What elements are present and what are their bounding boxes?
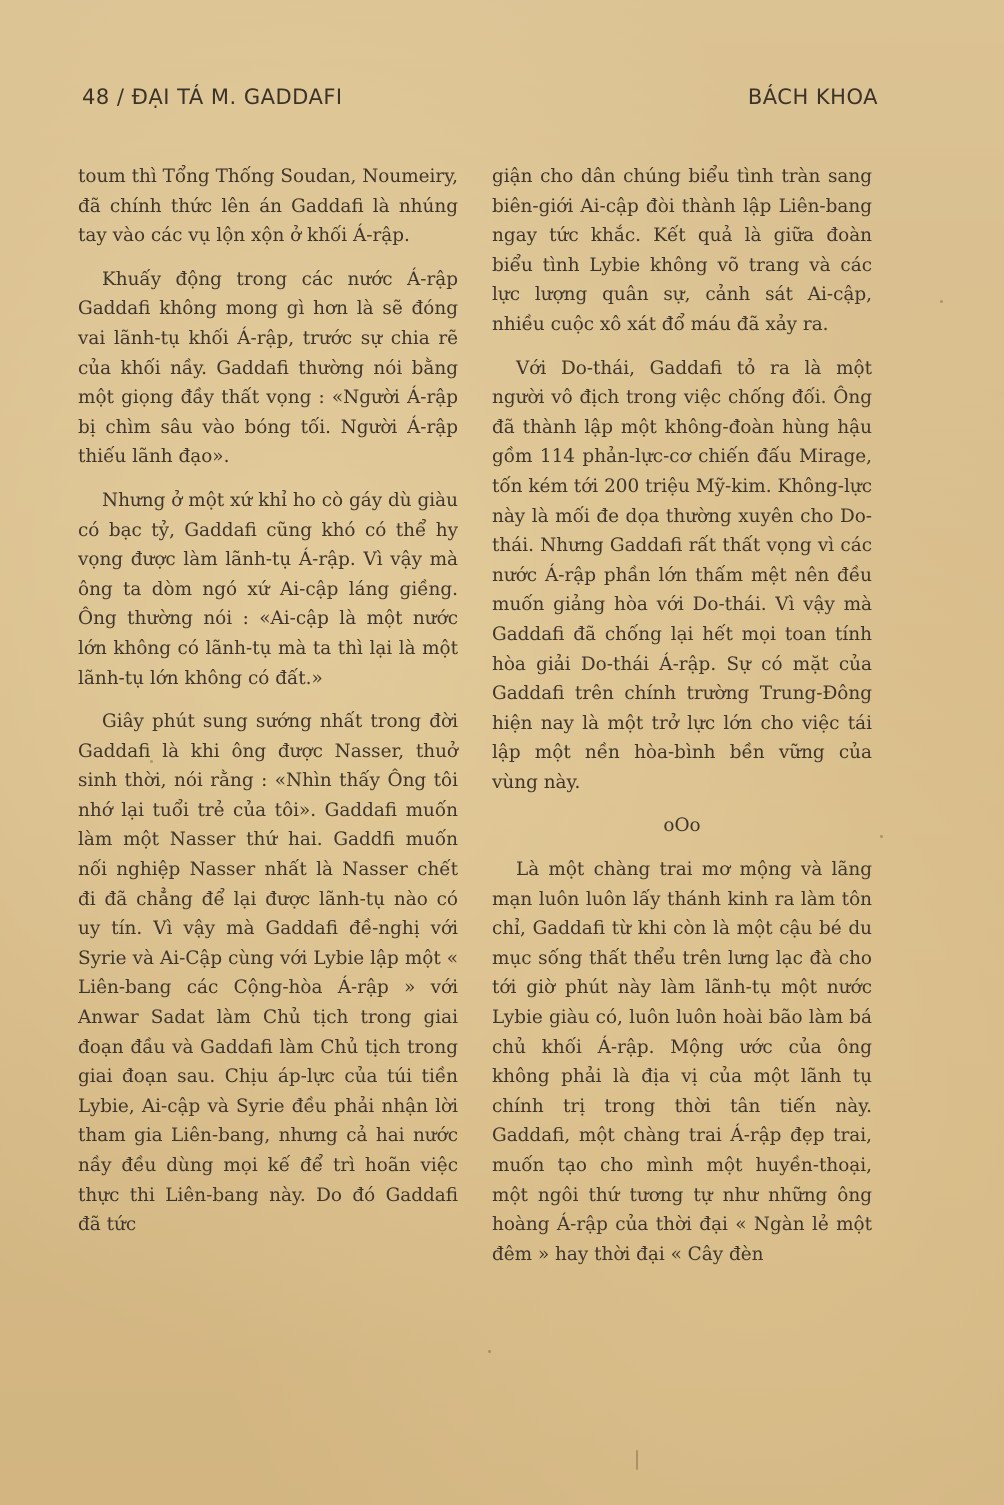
paragraph: Là một chàng trai mơ mộng và lãng mạn luôn luôn lấy thánh kinh ra làm tôn chỉ, Gaddafi từ khi còn là một cậu bé du mục sống thất thểu trên lưng lạc đà cho tới giờ phút này làm lãnh-tụ một nước Lybie giàu có, luôn luôn hoài bão làm bá chủ khối Á-rập. Mộng ước của ông không phải là địa vị của một lãnh tụ chính trị trong thời tân tiến này. Gaddafi, một chàng trai Á-rập đẹp trai, muốn tạo cho mình một huyền-thoại, một ngôi thứ tương tự như những ông hoàng Á-rập của thời đại « Ngàn lẻ một đêm » hay thời đại « Cây đèn bbox=[492, 859, 872, 1265]
paragraph: giận cho dân chúng biểu tình tràn sang biên-giới Ai-cập đòi thành lập Liên-bang ngay tức khắc. Kết quả là giữa đoàn biểu tình Lybie không võ trang và các lực lượng quân sự, cảnh sát Ai-cập, nhiều cuộc xô xát đổ máu đã xảy ra. bbox=[492, 166, 872, 335]
paragraph: Nhưng ở một xứ khỉ ho cò gáy dù giàu có bạc tỷ, Gaddafi cũng khó có thể hy vọng được làm lãnh-tụ Á-rập. Vì vậy mà ông ta dòm ngó xứ Ai-cập láng giềng. Ông thường nói : «Ai-cập là một nước lớn không có lãnh-tụ mà ta thì lại là một lãnh-tụ lớn không có đất.» bbox=[78, 489, 458, 689]
paragraph: Giây phút sung sướng nhất trong đời Gaddafi là khi ông được Nasser, thuở sinh thời, nói rằng : «Nhìn thấy Ông tôi nhớ lại tuổi trẻ của tôi». Gaddafi muốn làm một Nasser thứ hai. Gaddfi muốn nối nghiệp Nasser nhất là Nasser chết đi đã chẳng để lại được lãnh-tụ nào có uy tín. Vì vậy mà Gaddafi đề-nghị với Syrie và Ai-Cập cùng với Lybie lập một « Liên-bang các Cộng-hòa Á-rập » với Anwar Sadat làm Chủ tịch trong giai đoạn đầu và Gaddafi làm Chủ tịch trong giai đoạn sau. Chịu áp-lực của túi tiền Lybie, Ai-cập và Syrie đều phải nhận lời tham gia Liên-bang, nhưng cả hai nước nầy đều dùng mọi kế để trì hoãn việc thực thi Liên-bang này. Do đó Gaddafi đã tức bbox=[78, 711, 458, 1236]
right-column bbox=[492, 162, 872, 1283]
left-column bbox=[78, 162, 458, 1254]
section-separator: oOo bbox=[663, 815, 701, 837]
running-head-left: 48 / ĐẠI TÁ M. GADDAFI bbox=[82, 85, 343, 109]
paragraph: Với Do-thái, Gaddafi tỏ ra là một người vô địch trong việc chống đối. Ông đã thành lập một không-đoàn hùng hậu gồm 114 phản-lực-cơ chiến đấu Mirage, tốn kém tới 200 triệu Mỹ-kim. Không-lực này là mối đe dọa thường xuyên cho Do-thái. Nhưng Gaddafi rất thất vọng vì các nước Á-rập phần lớn thấm mệt nên đều muốn giảng hòa với Do-thái. Vì vậy mà Gaddafi đã chống lại hết mọi toan tính hòa giải Do-thái Á-rập. Sự có mặt của Gaddafi trên chính trường Trung-Đông hiện nay là một trở lực lớn cho việc tái lập một nền hòa-bình bền vững của vùng này. bbox=[492, 357, 872, 793]
running-head-right: BÁCH KHOA bbox=[747, 85, 878, 109]
page-header bbox=[82, 85, 878, 109]
paragraph: Khuấy động trong các nước Á-rập Gaddafi không mong gì hơn là sẽ đóng vai lãnh-tụ khối Á-rập, trước sự chia rẽ của khối nầy. Gaddafi thường nói bằng một giọng đầy thất vọng : «Người Á-rập bị chìm sâu vào bóng tối. Người Á-rập thiếu lãnh đạo». bbox=[78, 268, 458, 468]
paragraph: toum thì Tổng Thống Soudan, Noumeiry, đã chính thức lên án Gaddafi là nhúng tay vào các vụ lộn xộn ở khối Á-rập. bbox=[78, 166, 458, 247]
